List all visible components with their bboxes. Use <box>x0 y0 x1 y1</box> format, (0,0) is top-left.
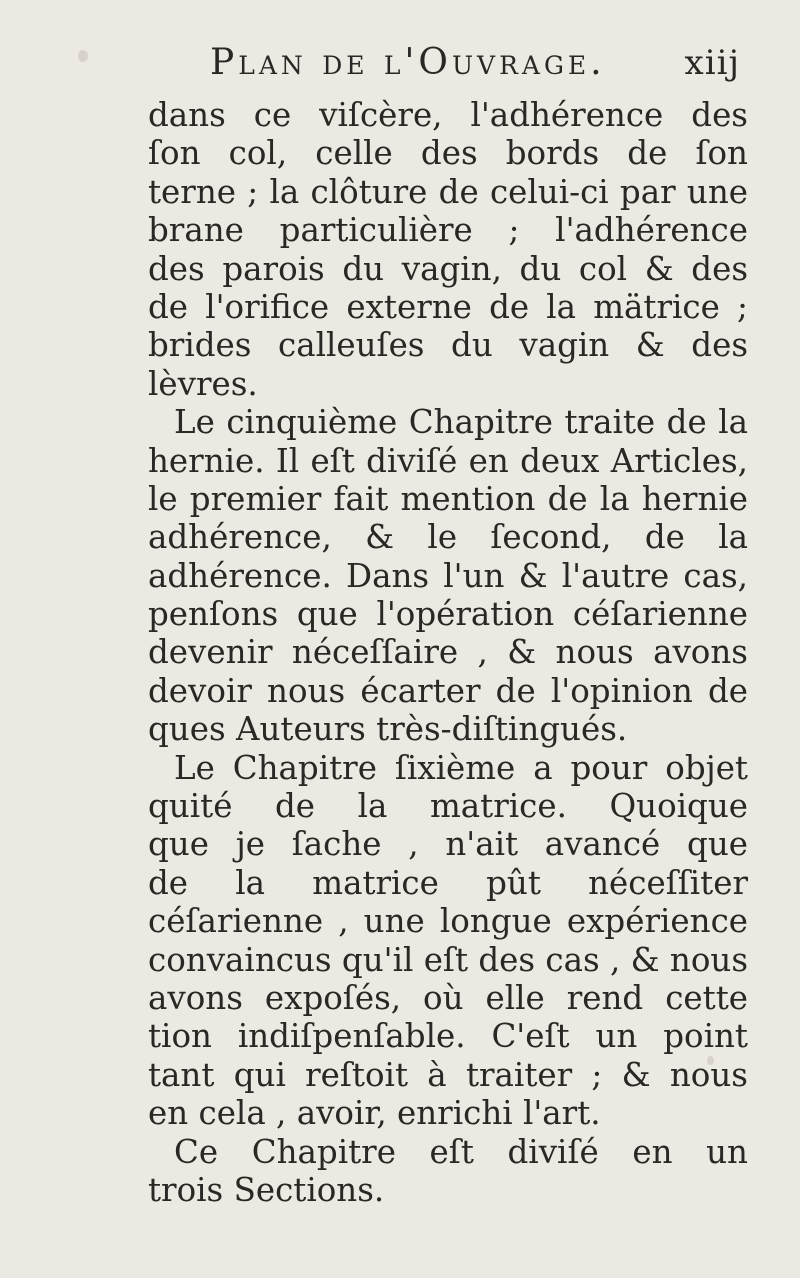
text-line: des parois du vagin, du col & des <box>148 249 748 288</box>
page-number: xiij <box>684 43 740 83</box>
text-line: adhérence, & le ſecond, de la <box>148 518 748 557</box>
text-line: devenir néceſſaire , & nous avons <box>148 633 748 672</box>
text-line: hernie. Il eſt diviſé en deux Articles, <box>148 441 748 480</box>
text-line: ques Auteurs très-diſtingués. <box>148 710 628 749</box>
text-line: brides calleuſes du vagin & des <box>148 326 748 365</box>
text-line: dans ce viſcère, l'adhérence des <box>148 96 748 134</box>
paragraph-start-line: Le cinquième Chapitre traite de la <box>174 403 748 442</box>
paragraph-start-line: Ce Chapitre eſt diviſé en un <box>174 1132 748 1171</box>
text-line: en cela , avoir, enrichi l'art. <box>148 1094 601 1133</box>
text-line: brane particulière ; l'adhérence <box>148 211 748 250</box>
text-line: quité de la matrice. Quoique <box>148 787 748 826</box>
text-line: convaincus qu'il eſt des cas , & nous <box>148 940 748 979</box>
paper-stain <box>78 50 88 62</box>
text-line: lèvres. <box>148 364 258 403</box>
text-line: de l'orifice externe de la mätrice ; <box>148 287 748 326</box>
text-line: ſon col, celle des bords de ſon <box>148 134 748 173</box>
text-line: devoir nous écarter de l'opinion de <box>148 671 748 710</box>
paragraph-start-line: Le Chapitre ſixième a pour objet <box>174 748 748 787</box>
running-header <box>120 42 740 92</box>
text-line: que je ſache , n'ait avancé que <box>148 825 748 864</box>
text-line: avons expoſés, où elle rend cette <box>148 979 748 1018</box>
text-line: tant qui reſtoit à traiter ; & nous <box>148 1055 748 1094</box>
body-text <box>148 96 748 1209</box>
text-line: céſarienne , une longue expérience <box>148 902 748 941</box>
text-line: terne ; la clôture de celui-ci par une <box>148 172 748 211</box>
running-title: Plan de l'Ouvrage. <box>210 42 606 83</box>
text-line: trois Sections. <box>148 1170 385 1209</box>
text-line: tion indiſpenſable. C'eſt un point <box>148 1017 748 1056</box>
text-line: penſons que l'opération céſarienne <box>148 595 748 634</box>
text-line: le premier fait mention de la hernie <box>148 479 748 518</box>
text-line: adhérence. Dans l'un & l'autre cas, <box>148 556 748 595</box>
text-line: de la matrice pût néceſſiter <box>148 863 748 902</box>
paper-stain <box>707 1056 714 1065</box>
